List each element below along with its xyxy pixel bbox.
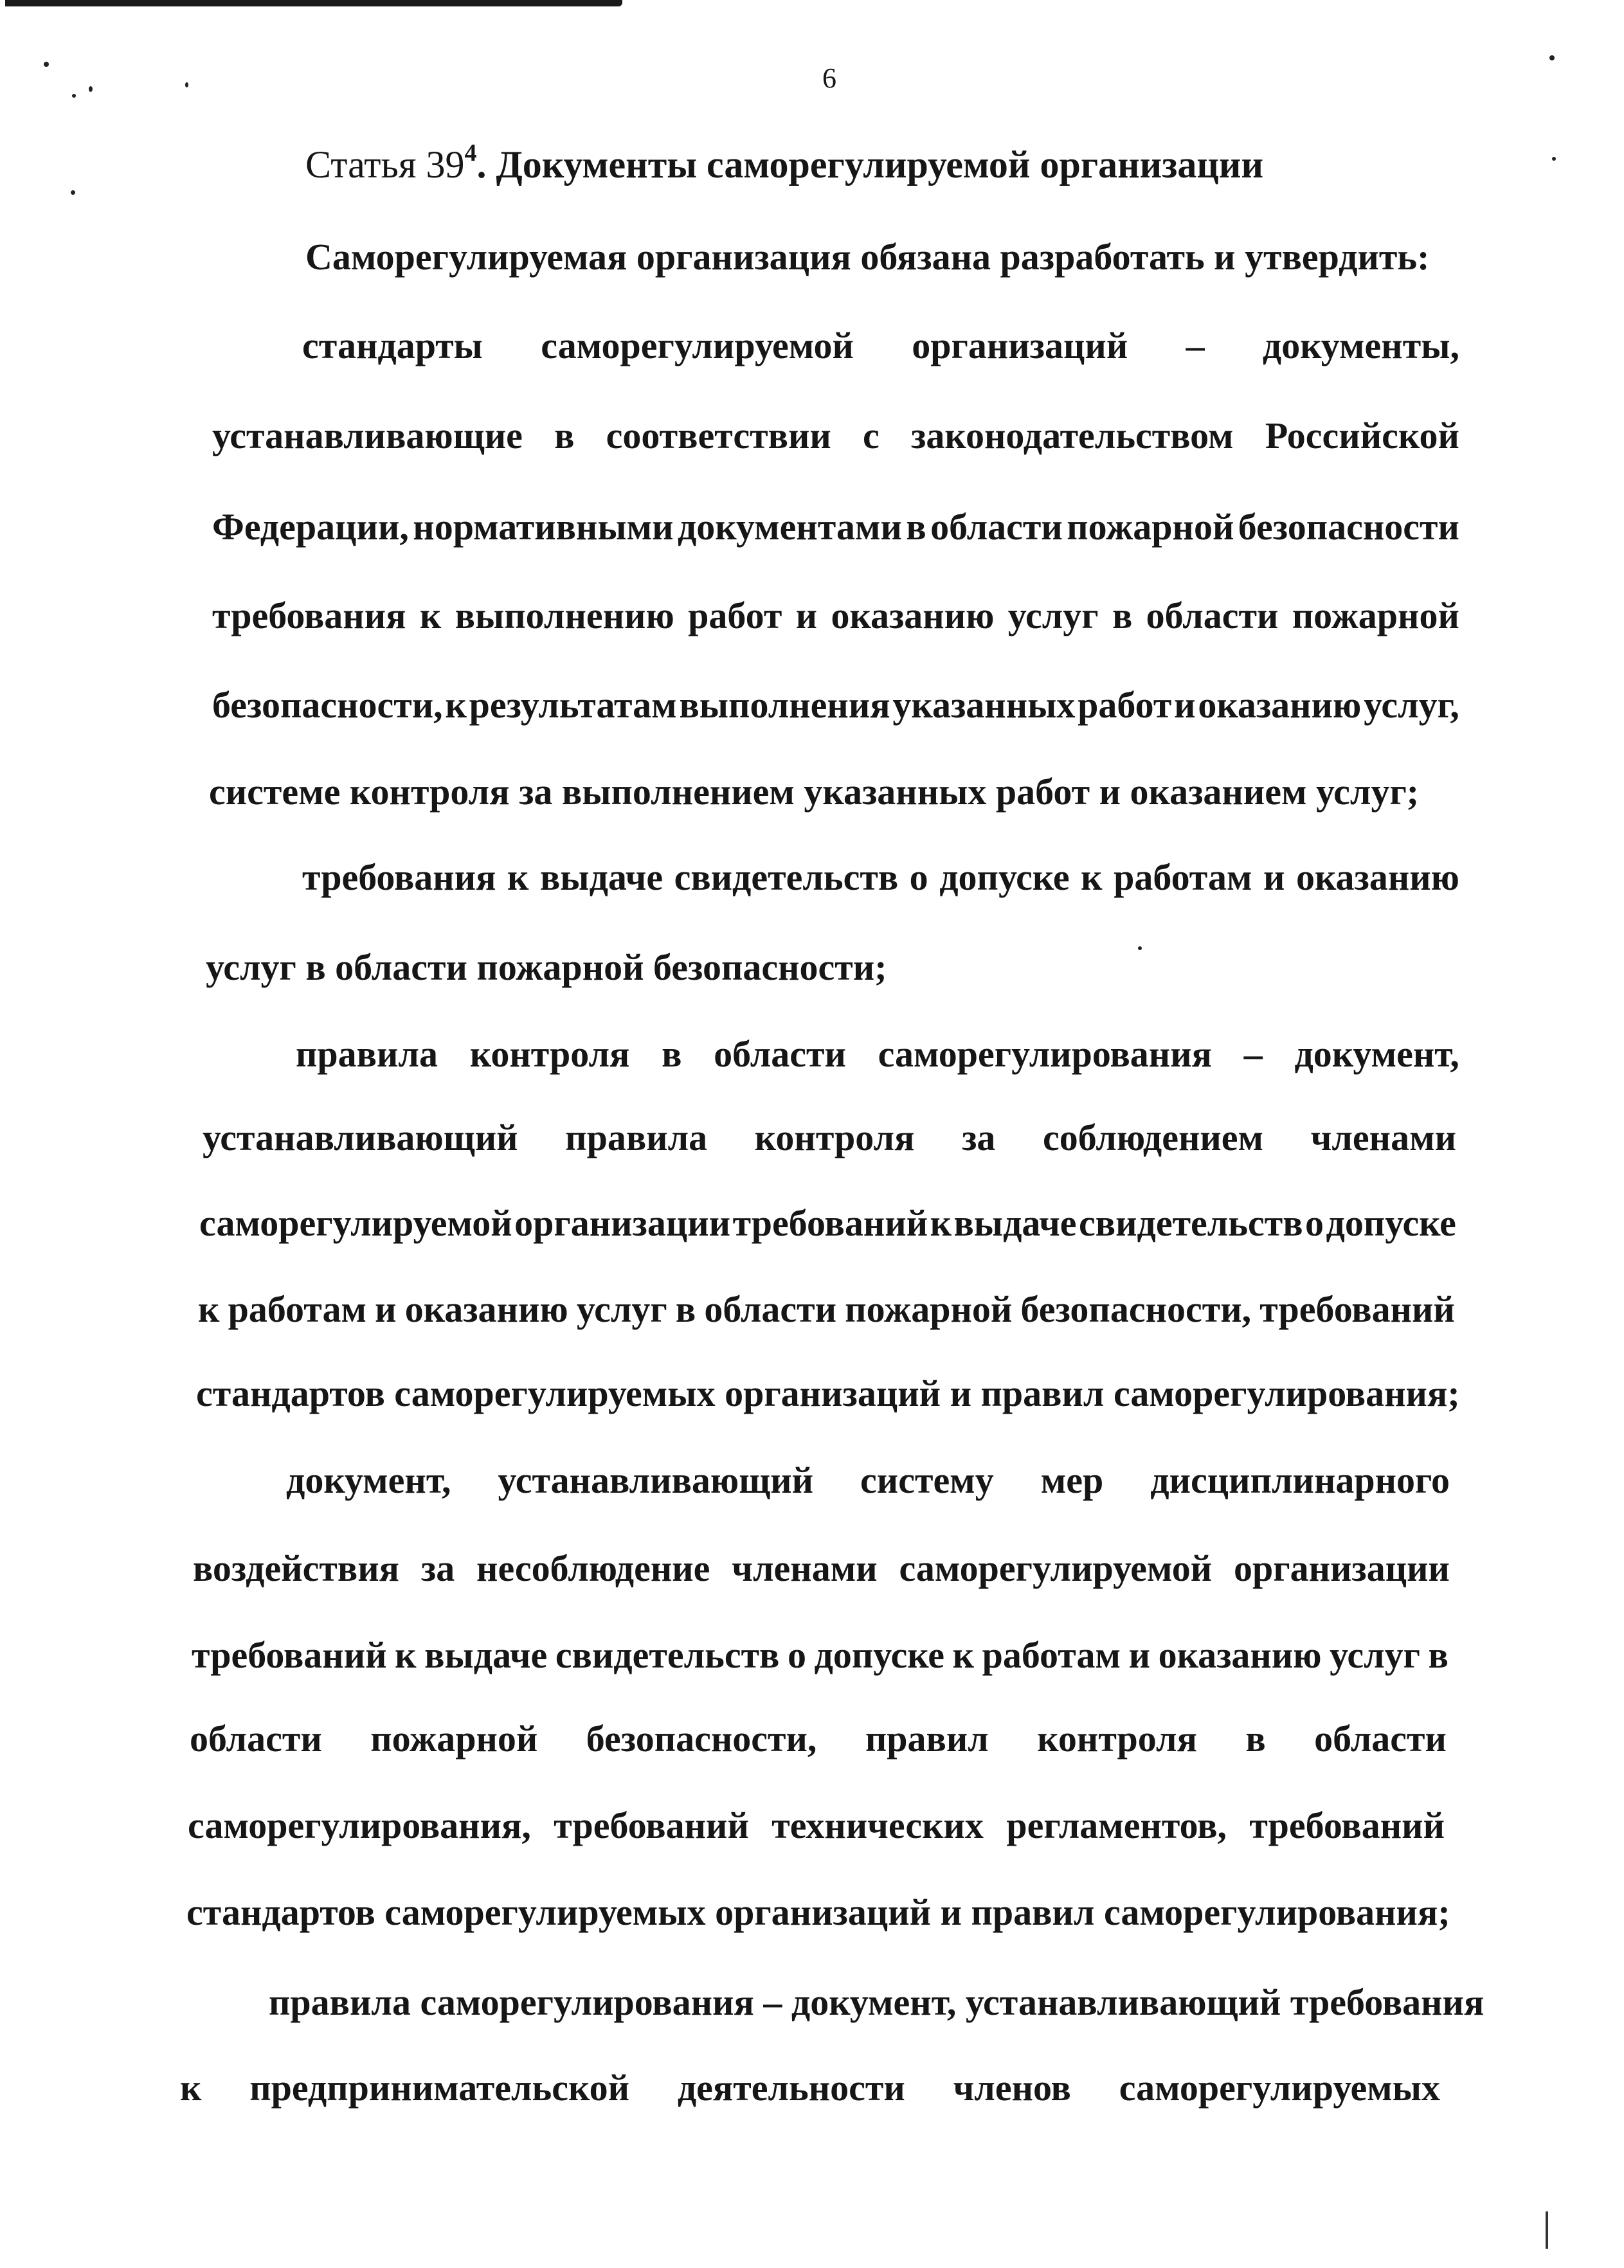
text-word: в [1112, 595, 1133, 636]
scan-edge-rule [5, 0, 622, 6]
text-word: документ, [1294, 1033, 1459, 1075]
text-word: членами [732, 1547, 878, 1589]
text-word: – [1243, 1033, 1263, 1075]
text-word: работам [982, 1634, 1121, 1676]
text-word: к [445, 684, 467, 726]
text-word: контроля [754, 1117, 915, 1158]
text-word: оказанию [1158, 1634, 1322, 1676]
text-line [193, 1543, 1450, 1594]
text-word: результатам [469, 684, 677, 726]
text-word: выдаче [539, 856, 663, 898]
text-word: организации [514, 1202, 731, 1244]
text-word: в [906, 506, 926, 548]
text-line [188, 1800, 1445, 1851]
text-line [209, 766, 1419, 818]
text-line [286, 1455, 1450, 1506]
text-word: в [662, 1033, 682, 1075]
text-word: мер [1040, 1459, 1104, 1501]
scan-edge-mark [1546, 2211, 1548, 2249]
text-word: контроля [1037, 1718, 1197, 1760]
text-word: в [554, 415, 575, 456]
text-word: услуг [1330, 1634, 1421, 1676]
text-line [269, 1977, 1484, 2028]
text-word: членами [1310, 1117, 1456, 1158]
text-word: воздействия [193, 1547, 400, 1589]
scan-speck [44, 62, 49, 67]
text-word: выполнения [679, 684, 890, 726]
text-word: к [930, 1202, 952, 1244]
text-word: технических [771, 1805, 984, 1846]
text-word: допуске [939, 856, 1070, 898]
text-word: оказанию [1295, 856, 1459, 898]
text-word: с [863, 415, 880, 456]
text-word: стандартов саморегулируемых организаций и правил саморегулирования; [186, 1891, 1450, 1933]
text-word: системе контроля за выполнением указанных работ и оказанием услуг; [209, 771, 1420, 813]
text-word: организаций [912, 325, 1128, 366]
text-word: саморегулируемых [1119, 2067, 1440, 2109]
text-line [302, 320, 1459, 372]
text-line [206, 942, 887, 993]
text-word: соблюдением [1043, 1117, 1264, 1158]
article-title-prefix: Статья 39 [305, 143, 465, 186]
text-word: работ [688, 595, 782, 636]
text-word: в [1428, 1634, 1448, 1676]
text-word: выполнению [455, 595, 674, 636]
text-word: документы, [1262, 325, 1459, 366]
text-word: документами [677, 506, 902, 548]
text-line [212, 680, 1459, 731]
article-title-text: . Документы саморегулируемой организации [476, 143, 1264, 186]
scan-speck [1552, 157, 1556, 161]
text-word: оказанию [1198, 684, 1362, 726]
text-word: саморегулирования [878, 1033, 1213, 1075]
text-word: пожарной [1067, 506, 1234, 548]
text-word: дисциплинарного [1150, 1459, 1450, 1501]
text-word: услуг, [1364, 684, 1459, 726]
text-word: и [1174, 684, 1196, 726]
text-word: допуске [1326, 1202, 1456, 1244]
text-word: требований [732, 1202, 928, 1244]
text-word: о [787, 1634, 806, 1676]
text-line [212, 590, 1459, 642]
text-word: стандарты [302, 325, 483, 366]
text-word: к [419, 595, 442, 636]
text-word: требования [212, 595, 406, 636]
text-word: к [180, 2067, 202, 2109]
text-word: области [714, 1033, 846, 1075]
text-word: и [1128, 1634, 1150, 1676]
text-word: документ, [286, 1459, 451, 1501]
text-line [212, 501, 1459, 553]
scan-speck [71, 190, 75, 195]
text-word: в [675, 1288, 696, 1330]
text-word: к [395, 1634, 417, 1676]
text-word: оказанию [404, 1288, 568, 1330]
text-word: пожарной [845, 1288, 1013, 1330]
text-word: и [375, 1288, 397, 1330]
scan-speck [1549, 55, 1555, 60]
text-word: членов [953, 2067, 1071, 2109]
text-word: к [1081, 856, 1103, 898]
text-word: организации [1233, 1547, 1450, 1589]
article-title [305, 140, 1264, 187]
text-word: услуг в области пожарной безопасности; [206, 946, 887, 988]
text-word: выдаче [424, 1634, 548, 1676]
text-word: работам [1114, 856, 1252, 898]
text-word: области [930, 506, 1063, 548]
text-line [196, 1368, 1460, 1419]
text-line [302, 852, 1459, 903]
scan-speck [72, 94, 76, 98]
text-word: деятельности [677, 2067, 905, 2109]
text-word: требований [1249, 1805, 1445, 1846]
text-line [198, 1284, 1455, 1335]
text-word: к [198, 1288, 220, 1330]
text-word: предпринимательской [249, 2067, 630, 2109]
text-word: саморегулируемой [199, 1202, 512, 1244]
text-word: правила саморегулирования – документ, устанавливающий требования [269, 1981, 1484, 2023]
text-word: стандартов саморегулируемых организаций и правил саморегулирования; [196, 1372, 1460, 1414]
text-word: несоблюдение [476, 1547, 710, 1589]
text-word: – [1186, 325, 1205, 366]
text-word: Российской [1265, 415, 1459, 456]
text-word: пожарной [370, 1718, 538, 1760]
text-line [212, 410, 1459, 462]
text-line [192, 1630, 1448, 1681]
text-word: Саморегулируемая организация обязана разработать и утвердить: [305, 236, 1430, 278]
text-word: требований [192, 1634, 387, 1676]
text-word: области [1146, 595, 1279, 636]
scan-speck [185, 82, 188, 87]
text-word: свидетельств [1079, 1202, 1303, 1244]
text-word: области [704, 1288, 837, 1330]
text-word: законодательством [911, 415, 1234, 456]
text-word: работам [228, 1288, 366, 1330]
text-word: устанавливающий [498, 1459, 814, 1501]
text-word: саморегулирования, [188, 1805, 531, 1846]
text-word: оказанию [831, 595, 995, 636]
text-word: области [1314, 1718, 1447, 1760]
text-line [180, 2062, 1440, 2114]
text-line [296, 1029, 1459, 1080]
text-word: о [909, 856, 928, 898]
text-word: за [420, 1547, 455, 1589]
text-word: саморегулируемой [541, 325, 854, 366]
text-word: о [1305, 1202, 1324, 1244]
text-word: указанных [892, 684, 1076, 726]
text-word: требований [554, 1805, 749, 1846]
text-word: соответствии [606, 415, 831, 456]
text-word: работ [1078, 684, 1172, 726]
text-word: к [952, 1634, 974, 1676]
text-word: безопасности [1238, 506, 1459, 548]
text-word: правил [865, 1718, 989, 1760]
text-word: и [795, 595, 818, 636]
text-word: саморегулируемой [899, 1547, 1213, 1589]
scan-speck [1138, 946, 1142, 950]
text-word: свидетельств [674, 856, 899, 898]
text-word: безопасности, [1020, 1288, 1252, 1330]
text-word: услуг [1007, 595, 1099, 636]
text-line [305, 231, 1429, 283]
text-word: Федерации, [212, 506, 409, 548]
text-word: области [190, 1718, 322, 1760]
text-word: свидетельств [555, 1634, 780, 1676]
text-line [203, 1112, 1456, 1164]
article-title-superscript: 4 [464, 140, 477, 166]
text-word: требования [302, 856, 496, 898]
text-word: к [507, 856, 529, 898]
text-line [199, 1198, 1456, 1249]
text-word: систему [860, 1459, 994, 1501]
text-word: регламентов, [1006, 1805, 1227, 1846]
text-word: в [1245, 1718, 1266, 1760]
text-word: контроля [469, 1033, 630, 1075]
text-word: устанавливающие [212, 415, 523, 456]
text-word: нормативными [413, 506, 674, 548]
text-line [190, 1713, 1447, 1765]
text-word: требований [1259, 1288, 1455, 1330]
text-line [186, 1887, 1450, 1938]
text-word: пожарной [1292, 595, 1459, 636]
page-number: 6 [822, 62, 836, 94]
text-word: и [1263, 856, 1285, 898]
text-word: допуске [814, 1634, 944, 1676]
text-word: правила [565, 1117, 708, 1158]
scan-speck [89, 86, 93, 92]
text-word: устанавливающий [203, 1117, 518, 1158]
text-word: безопасности, [586, 1718, 817, 1760]
text-word: выдаче [953, 1202, 1077, 1244]
text-word: безопасности, [212, 684, 443, 726]
text-word: услуг [576, 1288, 667, 1330]
text-word: правила [296, 1033, 438, 1075]
text-word: за [962, 1117, 996, 1158]
